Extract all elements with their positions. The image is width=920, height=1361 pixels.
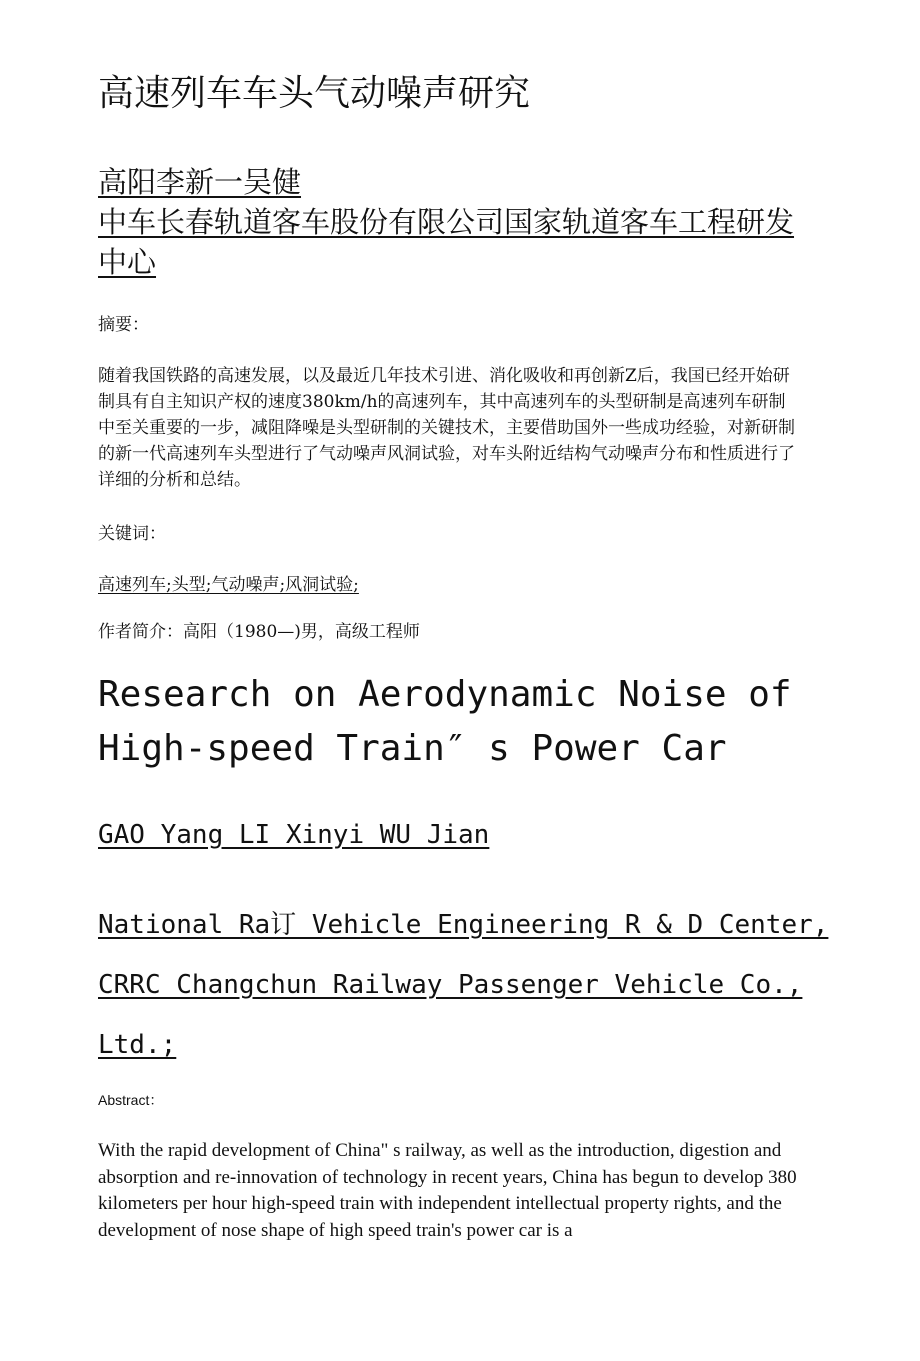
abstract-label-en: Abstract：	[98, 1092, 164, 1108]
author-bio: 作者简介：高阳（1980—)男，高级工程师	[98, 622, 420, 642]
keywords-cn[interactable]: 高速列车;头型;气动噪声;风洞试验;	[98, 575, 359, 595]
abstract-text-cn: 随着我国铁路的高速发展，以及最近几年技术引进、消化吸收和再创新Z后，我国已经开始研制具有自主知识产权的速度380km/h的高速列车，其中高速列车的头型研制是高速列车研制中至关重要的一步，减阻降噪是头型研制的关键技术，主要借助国外一些成功经验，对新研制的新一代高速列车头型进行了气动噪声风洞试验，对车头附近结构气动噪声分布和性质进行了详细的分析和总结。	[98, 366, 795, 490]
english-authors[interactable]: GAO Yang LI Xinyi WU Jian	[98, 820, 490, 850]
abstract-label-cn: 摘要：	[98, 315, 149, 335]
abstract-text-en: With the rapid development of China" s railway, as well as the introduction, digestion and absorption and re-innovation of technology in recent years, China has begun to develop 380 kilometers per hour high-speed train with independent intellectual property rights, and the development of nose shape of high speed train's power car is a	[98, 1140, 797, 1241]
keywords-label-cn: 关键词：	[98, 524, 166, 544]
english-affiliation-text[interactable]: National Ra订 Vehicle Engineering R & D Center, CRRC Changchun Railway Passenger Vehicle Co., Ltd.;	[98, 910, 829, 1060]
chinese-affiliation[interactable]: 中车长春轨道客车股份有限公司国家轨道客车工程研发中心	[98, 205, 795, 279]
english-affiliation[interactable]	[98, 895, 838, 1075]
chinese-authors[interactable]: 高阳李新一吴健	[98, 165, 302, 199]
english-title: Research on Aerodynamic Noise of High-speed Train″ s Power Car	[98, 674, 792, 769]
chinese-title: 高速列车车头气动噪声研究	[98, 73, 531, 114]
